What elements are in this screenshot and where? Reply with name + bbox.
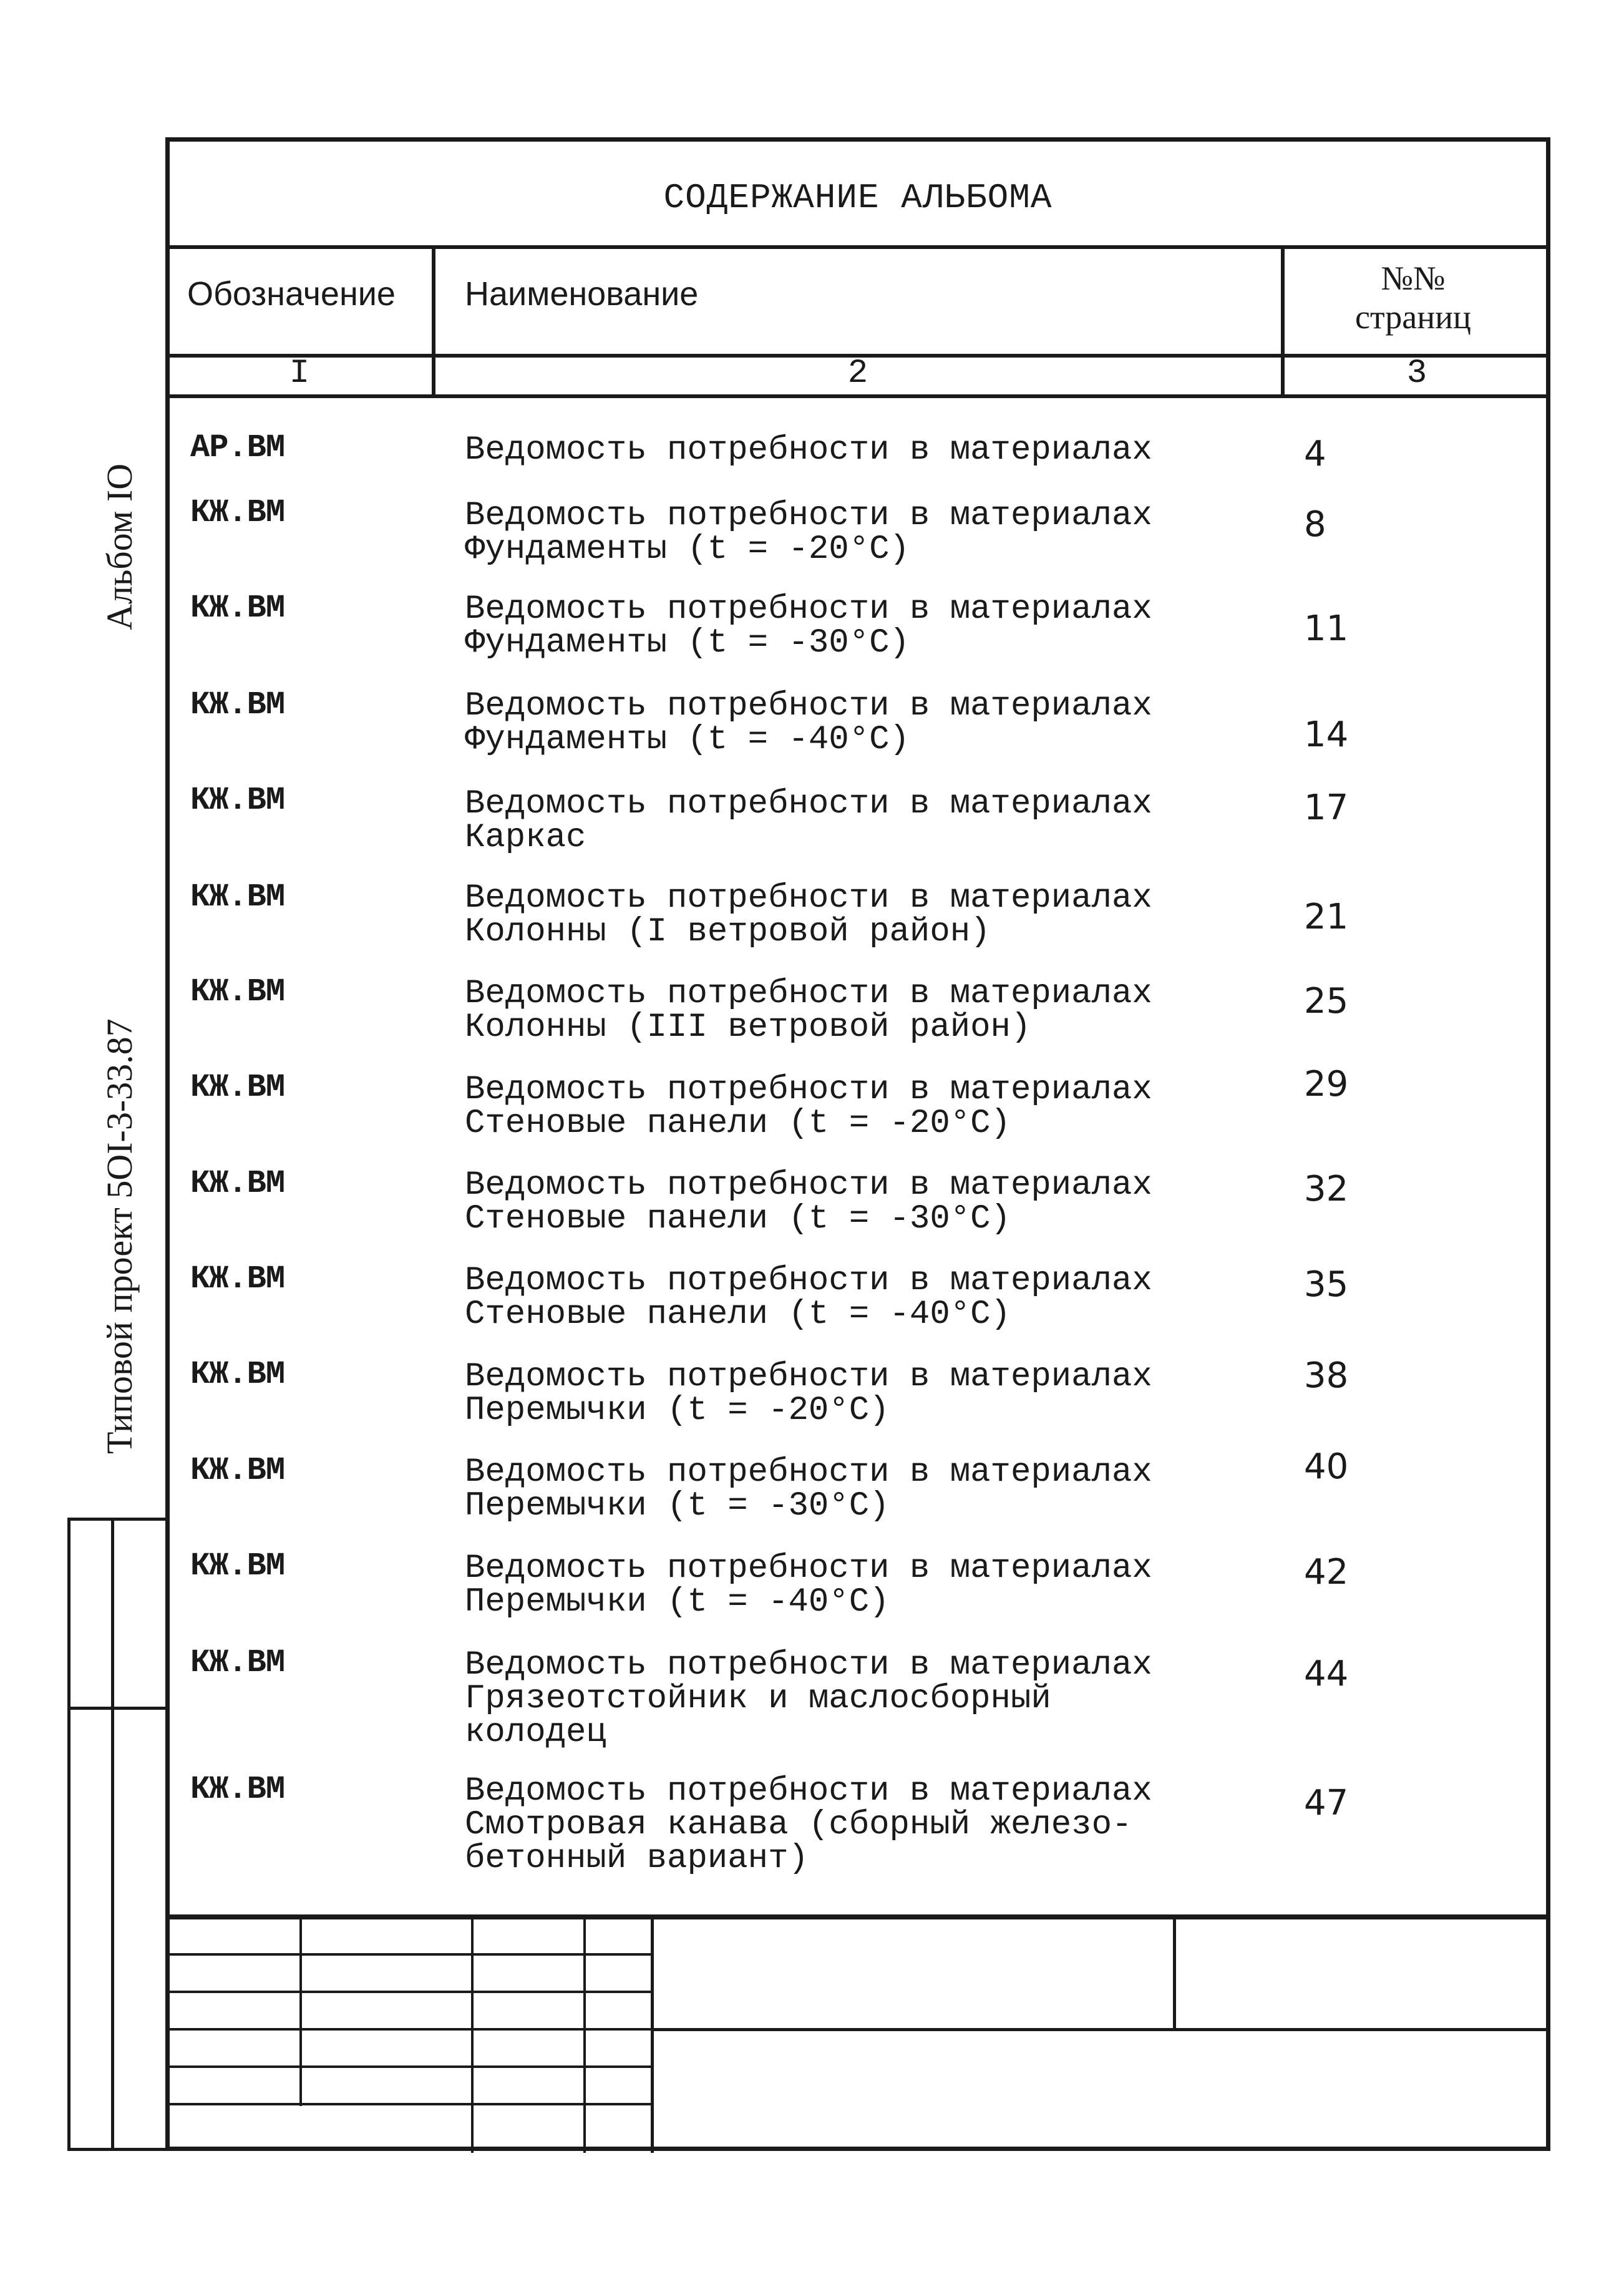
title-block-line (583, 1916, 586, 2153)
row-page-number: 14 (1304, 714, 1349, 755)
left-stamp-line (67, 1707, 167, 1710)
title-block-line (165, 1916, 1550, 1919)
left-stamp-line (67, 2148, 167, 2151)
side-label-album: Альбом IO (99, 463, 140, 630)
page-title: СОДЕРЖАНИЕ АЛЬБОМА (663, 178, 1053, 218)
row-page-number: 29 (1304, 1064, 1349, 1104)
title-block-left (165, 1916, 170, 2151)
row-title: Ведомость потребности в материалах Фундаменты (t = -30°C) (465, 590, 1152, 662)
row-designation: КЖ.ВМ (190, 1069, 285, 1106)
row-designation: КЖ.ВМ (190, 879, 285, 915)
row-designation: КЖ.ВМ (190, 494, 285, 531)
title-block-bottom (165, 2147, 1550, 2151)
row-page-number: 4 (1304, 434, 1326, 474)
title-block-line (299, 1916, 302, 2106)
row-designation: КЖ.ВМ (190, 1644, 285, 1681)
title-block-line (1173, 1916, 1176, 2030)
row-page-number: 35 (1304, 1264, 1349, 1305)
title-block-right (1546, 1916, 1550, 2151)
row-designation: КЖ.ВМ (190, 1165, 285, 1202)
row-page-number: 44 (1304, 1654, 1349, 1694)
title-block-line (471, 1916, 474, 2153)
row-title: Ведомость потребности в материалах Фундаменты (t = -40°C) (465, 687, 1152, 759)
title-block-line (165, 2028, 652, 2031)
row-page-number: 38 (1304, 1355, 1349, 1396)
row-title: Ведомость потребности в материалах Стеновые панели (t = -30°C) (465, 1166, 1152, 1238)
row-title: Ведомость потребности в материалах Перемычки (t = -30°C) (465, 1453, 1152, 1525)
side-label-project: Типовой проект 5OI-3-33.87 (99, 1018, 140, 1454)
column-header-designation: Обозначение (187, 275, 396, 313)
row-title: Ведомость потребности в материалах Перемычки (t = -20°C) (465, 1358, 1152, 1430)
column-number-3: 3 (1406, 354, 1427, 393)
row-designation: АР.ВМ (190, 429, 285, 466)
row-page-number: 40 (1304, 1446, 1349, 1487)
left-stamp-line (67, 1518, 167, 1521)
row-page-number: 11 (1304, 608, 1349, 649)
row-title: Ведомость потребности в материалах Перемычки (t = -40°C) (465, 1549, 1152, 1621)
column-number-2: 2 (847, 354, 868, 393)
row-title: Ведомость потребности в материалах Фундаменты (t = -20°C) (465, 497, 1152, 568)
row-designation: КЖ.ВМ (190, 1452, 285, 1489)
title-block-line (651, 1916, 654, 2153)
title-block-line (165, 1991, 652, 1993)
title-divider (165, 245, 1550, 249)
row-designation: КЖ.ВМ (190, 1356, 285, 1393)
title-block-line (165, 1953, 652, 1956)
left-stamp-line (67, 1518, 71, 2151)
row-title: Ведомость потребности в материалах (465, 431, 1152, 469)
column-header-name: Наименование (465, 275, 699, 313)
title-block-line (652, 2028, 1550, 2031)
row-designation: КЖ.ВМ (190, 782, 285, 819)
row-designation: КЖ.ВМ (190, 973, 285, 1010)
row-title: Ведомость потребности в материалах Смотровая канава (сборный железо- бетонный вариант) (465, 1772, 1152, 1878)
row-title: Ведомость потребности в материалах Колонны (I ветровой район) (465, 879, 1152, 951)
row-page-number: 25 (1304, 981, 1349, 1022)
row-title: Ведомость потребности в материалах Стеновые панели (t = -40°C) (465, 1262, 1152, 1334)
row-page-number: 32 (1304, 1169, 1349, 1209)
row-designation: КЖ.ВМ (190, 686, 285, 723)
row-page-number: 8 (1304, 504, 1326, 545)
row-page-number: 42 (1304, 1552, 1349, 1592)
colnum-divider (165, 394, 1550, 398)
row-designation: КЖ.ВМ (190, 1548, 285, 1584)
title-block-line (165, 2065, 652, 2068)
row-designation: КЖ.ВМ (190, 1261, 285, 1297)
row-page-number: 47 (1304, 1783, 1349, 1823)
row-title: Ведомость потребности в материалах Каркас (465, 785, 1152, 857)
column-number-1: I (289, 354, 310, 393)
column-header-pages: №№ страниц (1355, 260, 1471, 336)
row-designation: КЖ.ВМ (190, 590, 285, 627)
row-designation: КЖ.ВМ (190, 1771, 285, 1808)
row-title: Ведомость потребности в материалах Стеновые панели (t = -20°C) (465, 1071, 1152, 1143)
row-title: Ведомость потребности в материалах Колонны (III ветровой район) (465, 975, 1152, 1046)
title-block-line (165, 2103, 652, 2105)
row-title: Ведомость потребности в материалах Грязеотстойник и маслосборный колодец (465, 1646, 1152, 1752)
row-page-number: 21 (1304, 897, 1349, 937)
row-page-number: 17 (1304, 788, 1349, 828)
left-stamp-line (111, 1518, 114, 2151)
